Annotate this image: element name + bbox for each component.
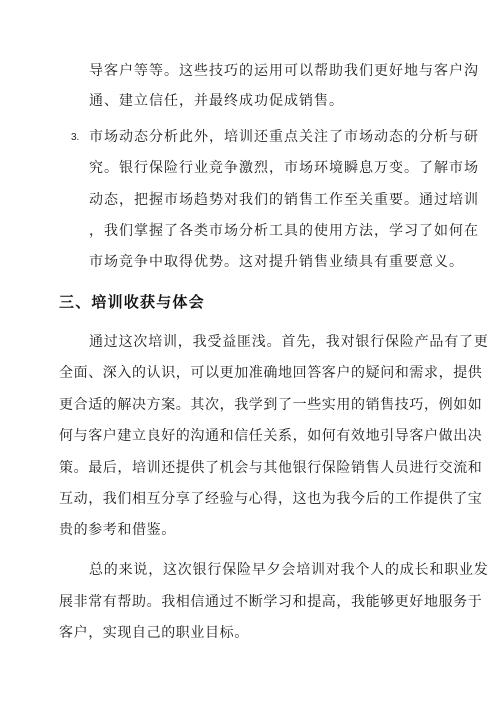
paragraph-line: 全面、深入的认识，可以更加准确地回答客户的疑问和需求，提供 [59, 365, 483, 381]
paragraph-line: 互动，我们相互分享了经验与心得，这也为我今后的工作提供了宝 [59, 491, 483, 507]
list-item-line: 市场竞争中取得优势。这对提升销售业绩具有重要意义。 [89, 254, 464, 270]
paragraph-line: 更合适的解决方案。其次，我学到了一些实用的销售技巧，例如如 [59, 397, 483, 413]
paragraph-line: 展非常有帮助。我相信通过不断学习和提高，我能够更好地服务于 [59, 594, 483, 610]
list-item-number: 3. [71, 132, 80, 143]
list-continuation-line: 导客户等等。这些技巧的运用可以帮助我们更好地与客户沟 [89, 63, 479, 79]
paragraph-line: 通过这次培训，我受益匪浅。首先，我对银行保险产品有了更 [89, 334, 489, 350]
list-continuation-line: 通、建立信任，并最终成功促成销售。 [89, 93, 344, 109]
paragraph-line: 总的来说，这次银行保险早夕会培训对我个人的成长和职业发 [89, 562, 489, 578]
section-heading: 三、培训收获与体会 [59, 293, 205, 311]
list-item-line: 市场动态分析此外，培训还重点关注了市场动态的分析与研 [89, 129, 479, 145]
list-item-line: 动态，把握市场趋势对我们的销售工作至关重要。通过培训 [89, 192, 479, 208]
paragraph-line: 客户，实现自己的职业目标。 [59, 625, 249, 641]
paragraph-line: 何与客户建立良好的沟通和信任关系，如何有效地引导客户做出决 [59, 428, 483, 444]
list-item-line: ，我们掌握了各类市场分析工具的使用方法，学习了如何在 [89, 223, 479, 239]
paragraph-line: 策。最后，培训还提供了机会与其他银行保险销售人员进行交流和 [59, 460, 483, 476]
paragraph-line: 贵的参考和借鉴。 [59, 522, 176, 538]
list-item-line: 究。银行保险行业竞争激烈，市场环境瞬息万变。了解市场 [89, 160, 479, 176]
